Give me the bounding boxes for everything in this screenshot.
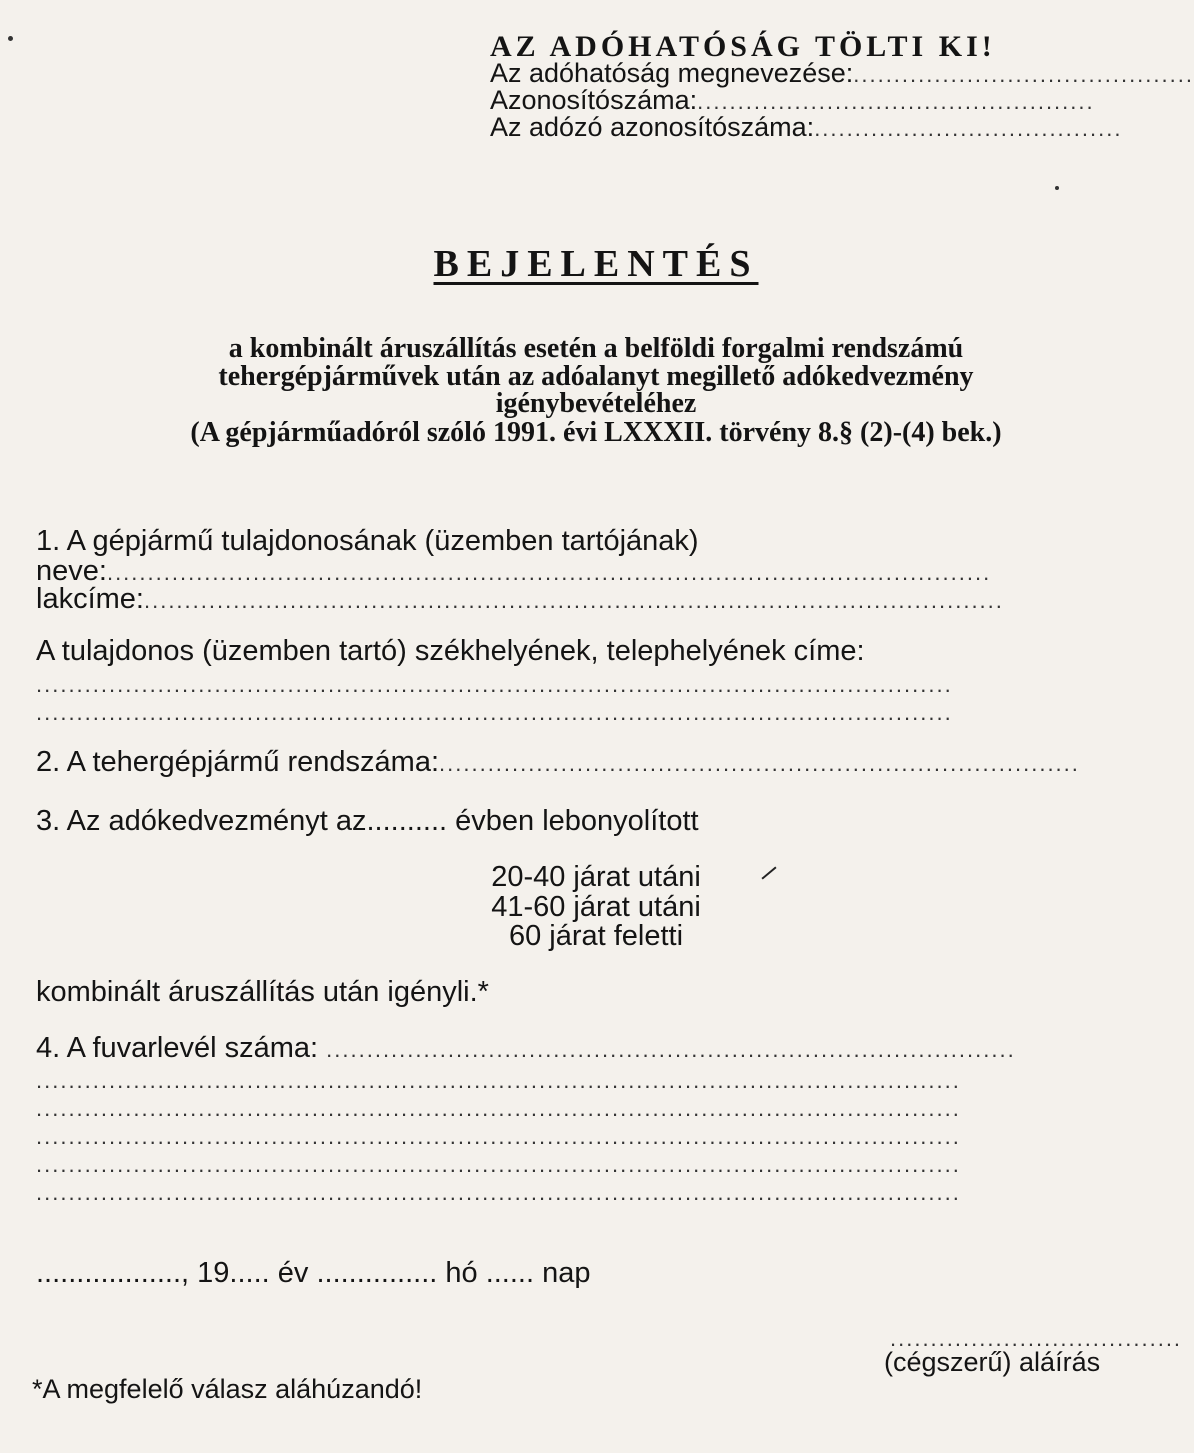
id-number-row bbox=[490, 87, 1130, 115]
plate-number-label: 2. A tehergépjármű rendszáma: bbox=[36, 746, 440, 778]
waybill-field-2[interactable]: .................................................................................................................. bbox=[36, 1068, 961, 1093]
taxpayer-id-row bbox=[490, 114, 1140, 142]
section3-suffix: évben lebonyolított bbox=[455, 805, 699, 837]
id-number-field[interactable]: ................................................. bbox=[697, 89, 1095, 114]
waybill-field-1[interactable]: ..................................................................................... bbox=[326, 1037, 1016, 1062]
subtitle-line-3: igénybevételéhez bbox=[495, 388, 697, 419]
scan-speck bbox=[1055, 186, 1059, 190]
trip-option-2[interactable]: 41-60 járat utáni bbox=[491, 891, 701, 923]
authority-fill-title: AZ ADÓHATÓSÁG TÖLTI KI! bbox=[490, 30, 996, 63]
authority-name-label: Az adóhatóság megnevezése: bbox=[490, 58, 854, 88]
section3-closing: kombinált áruszállítás után igényli.* bbox=[36, 976, 489, 1008]
seat-address-field-1[interactable]: ................................................................................................................. bbox=[36, 672, 953, 697]
owner-address-label: lakcíme: bbox=[36, 583, 144, 615]
taxpayer-id-field[interactable]: ...................................... bbox=[814, 116, 1123, 141]
day-field[interactable]: ...... nap bbox=[485, 1257, 591, 1289]
year-field[interactable]: .......... bbox=[366, 805, 448, 837]
seat-address-field-2[interactable]: ................................................................................................................. bbox=[36, 700, 953, 725]
subtitle-line-1: a kombinált áruszállítás esetén a belföldi forgalmi rendszámú bbox=[228, 333, 964, 364]
owner-name-label: neve: bbox=[36, 555, 107, 587]
seat-address-label: A tulajdonos (üzemben tartó) székhelyének, telephelyének címe: bbox=[36, 635, 865, 667]
taxpayer-id-label: Az adózó azonosítószáma: bbox=[490, 112, 815, 142]
waybill-field-4[interactable]: .................................................................................................................. bbox=[36, 1124, 961, 1149]
owner-address-row bbox=[36, 583, 1106, 616]
footnote: *A megfelelő válasz aláhúzandó! bbox=[32, 1374, 423, 1404]
signature-field[interactable]: .................................... bbox=[890, 1326, 1183, 1351]
section3-prefix: 3. Az adókedvezményt az bbox=[36, 805, 367, 837]
plate-number-field[interactable]: ............................................................................... bbox=[439, 751, 1080, 776]
trip-option-1[interactable]: 20-40 járat utáni bbox=[491, 861, 701, 893]
waybill-field-5[interactable]: .................................................................................................................. bbox=[36, 1152, 961, 1177]
owner-name-field[interactable]: ............................................................................................................. bbox=[106, 560, 992, 585]
section3-row bbox=[36, 805, 699, 838]
subtitle-line-4: (A gépjárműadóról szóló 1991. évi LXXXII. törvény 8.§ (2)-(4) bek.) bbox=[190, 417, 1002, 448]
authority-name-field[interactable]: .......................................... bbox=[853, 62, 1194, 87]
waybill-field-3[interactable]: .................................................................................................................. bbox=[36, 1096, 961, 1121]
owner-address-field[interactable]: .......................................................................................................... bbox=[143, 588, 1004, 613]
section1-heading: 1. A gépjármű tulajdonosának (üzemben tartójának) bbox=[36, 525, 699, 557]
signature-label: (cégszerű) aláírás bbox=[884, 1347, 1101, 1377]
place-field[interactable]: .................., bbox=[36, 1257, 190, 1289]
waybill-field-6[interactable]: .................................................................................................................. bbox=[36, 1180, 961, 1205]
document-title: BEJELENTÉS bbox=[433, 243, 759, 285]
trip-option-3[interactable]: 60 járat feletti bbox=[508, 920, 684, 952]
month-field[interactable]: ............... hó bbox=[316, 1257, 478, 1289]
scan-speck bbox=[8, 36, 13, 41]
date-row bbox=[36, 1257, 590, 1290]
plate-number-row bbox=[36, 746, 1106, 779]
year-field-date[interactable]: 19..... év bbox=[197, 1257, 309, 1289]
waybill-row bbox=[36, 1032, 1096, 1065]
waybill-label: 4. A fuvarlevél száma: bbox=[36, 1032, 319, 1064]
subtitle-line-2: tehergépjárművek után az adóalanyt megillető adókedvezmény bbox=[218, 361, 974, 392]
authority-name-row bbox=[490, 58, 1194, 88]
id-number-label: Azonosítószáma: bbox=[490, 85, 698, 115]
